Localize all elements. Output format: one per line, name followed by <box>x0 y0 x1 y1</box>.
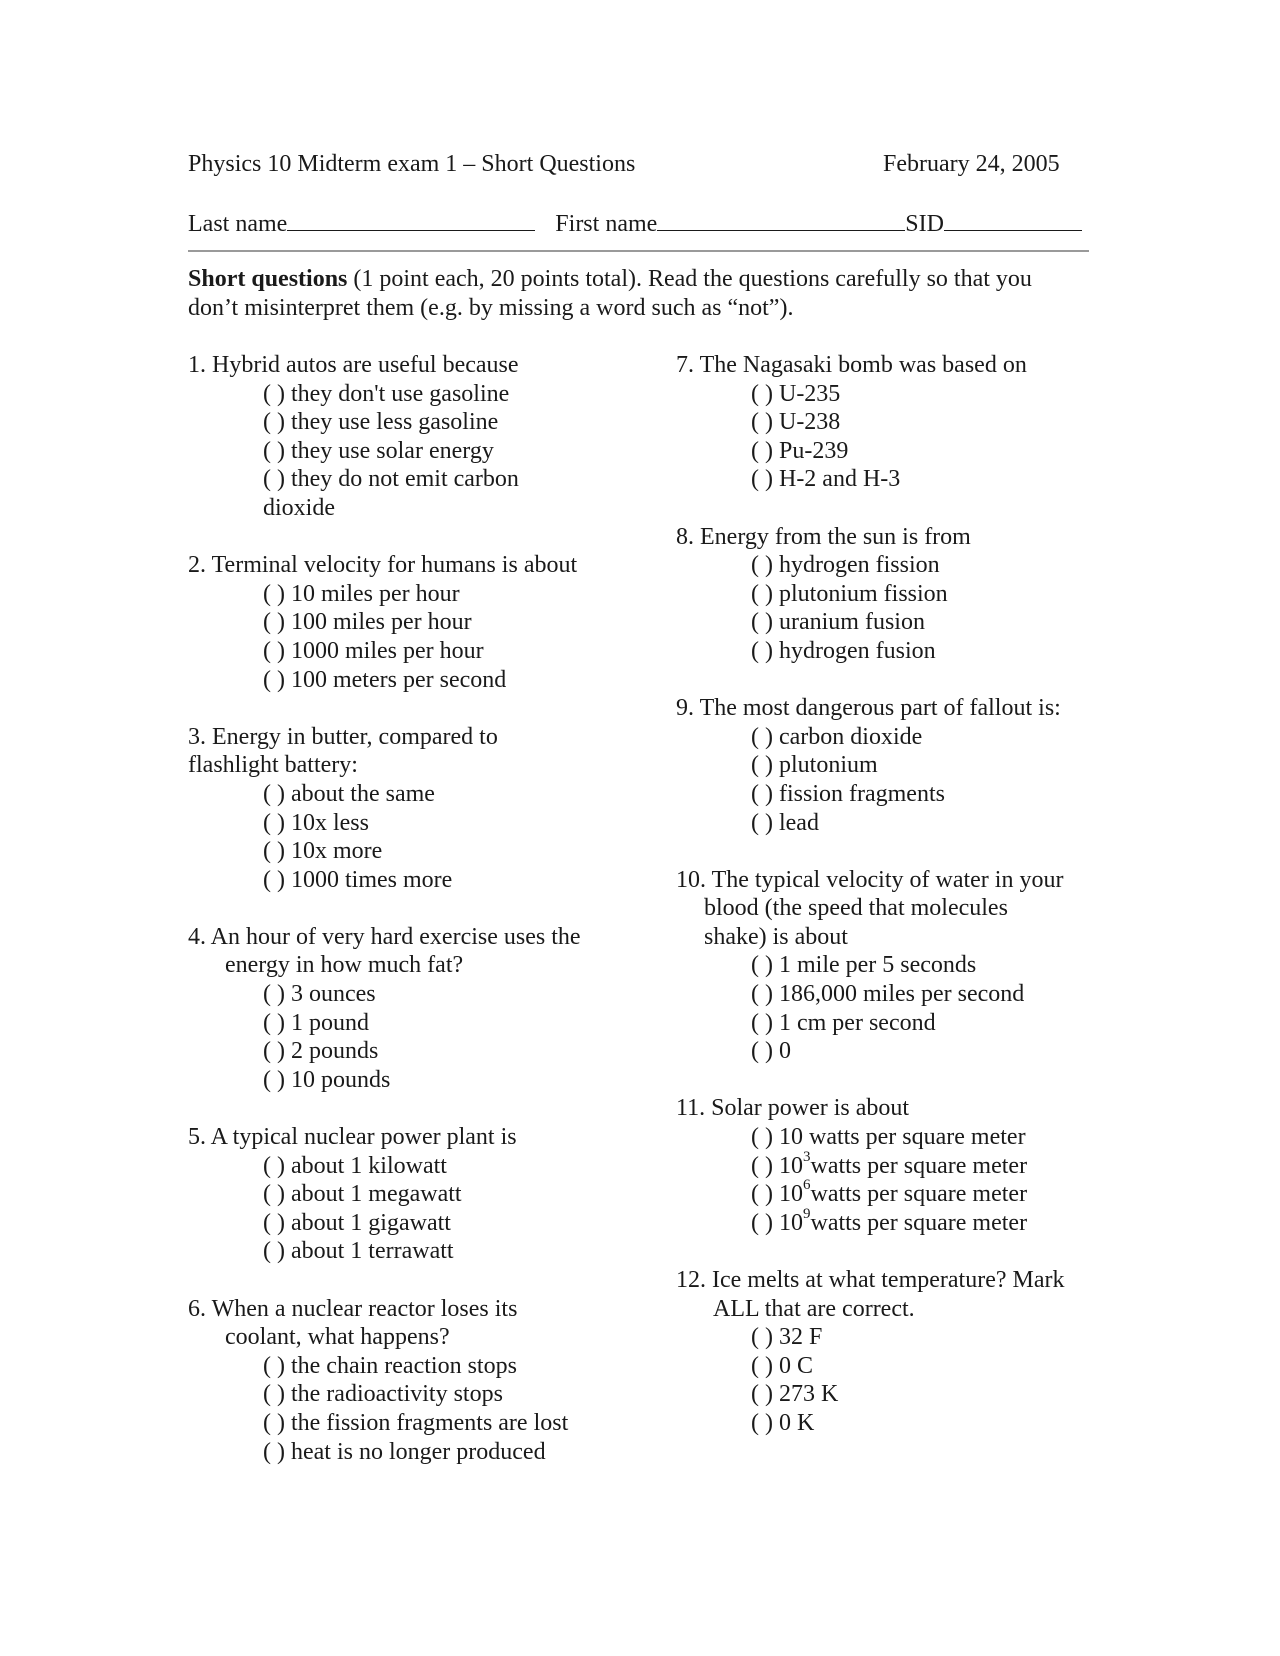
answer-option[interactable]: ( ) 10x less <box>263 809 369 836</box>
question-3 <box>188 723 628 895</box>
last-name-field[interactable] <box>287 208 535 231</box>
question-stem: blood (the speed that molecules <box>704 895 1008 922</box>
answer-option[interactable]: ( ) heat is no longer produced <box>263 1438 546 1465</box>
answer-option[interactable] <box>676 1148 1096 1181</box>
answer-option[interactable]: ( ) 1000 times more <box>263 866 453 893</box>
question-7 <box>676 351 1096 494</box>
option-base: ( ) 10 <box>751 1209 803 1236</box>
question-stem: 10. The typical velocity of water in your <box>676 866 1064 893</box>
left-column <box>188 351 628 1495</box>
answer-option[interactable]: ( ) fission fragments <box>751 780 945 807</box>
question-6 <box>188 1295 628 1467</box>
question-10 <box>676 866 1096 1066</box>
answer-option[interactable]: ( ) uranium fusion <box>751 609 925 636</box>
question-stem: 8. Energy from the sun is from <box>676 523 971 550</box>
option-exponent: 9 <box>802 1205 811 1222</box>
option-unit: watts per square meter <box>810 1209 1028 1236</box>
question-stem: 5. A typical nuclear power plant is <box>188 1124 517 1151</box>
answer-option[interactable]: ( ) 0 K <box>751 1409 815 1436</box>
answer-option[interactable]: ( ) the chain reaction stops <box>263 1352 517 1379</box>
question-stem: coolant, what happens? <box>225 1324 450 1351</box>
question-stem: 12. Ice melts at what temperature? Mark <box>676 1267 1065 1293</box>
answer-option[interactable]: ( ) about 1 kilowatt <box>263 1152 447 1179</box>
sid-label: SID <box>905 211 944 237</box>
header-divider <box>188 250 1089 252</box>
answer-option[interactable]: ( ) the radioactivity stops <box>263 1381 503 1408</box>
sid-field[interactable] <box>944 208 1082 231</box>
answer-option[interactable]: ( ) 100 meters per second <box>263 666 507 693</box>
last-name-label: Last name <box>188 211 288 237</box>
question-stem: shake) is about <box>704 923 848 950</box>
answer-option[interactable]: ( ) they use solar energy <box>263 437 494 464</box>
answer-option[interactable]: ( ) 10x more <box>263 838 383 865</box>
question-4 <box>188 923 628 1095</box>
question-stem: 11. Solar power is about <box>676 1095 910 1122</box>
question-stem: flashlight battery: <box>188 752 358 779</box>
exam-title: Physics 10 Midterm exam 1 – Short Questions <box>188 151 636 177</box>
instructions-lead: Short questions <box>188 266 348 292</box>
question-11 <box>676 1094 1096 1237</box>
question-2 <box>188 551 628 694</box>
answer-option[interactable]: ( ) 0 C <box>751 1352 813 1379</box>
answer-option[interactable]: ( ) 10 miles per hour <box>263 580 460 607</box>
question-8 <box>676 523 1096 666</box>
answer-option[interactable]: ( ) 1000 miles per hour <box>263 637 484 664</box>
option-exponent: 6 <box>802 1177 811 1194</box>
question-stem: 9. The most dangerous part of fallout is: <box>676 695 1061 722</box>
answer-option[interactable]: ( ) 2 pounds <box>263 1038 379 1065</box>
question-5 <box>188 1123 628 1266</box>
question-stem: 2. Terminal velocity for humans is about <box>188 552 578 579</box>
answer-option[interactable] <box>676 1205 1096 1238</box>
first-name-label: First name <box>555 211 658 237</box>
answer-option[interactable]: ( ) plutonium fission <box>751 580 948 607</box>
answer-option[interactable]: ( ) 0 <box>751 1038 791 1065</box>
answer-option[interactable]: ( ) about 1 gigawatt <box>263 1209 451 1236</box>
question-9 <box>676 694 1096 837</box>
question-12 <box>676 1266 1096 1438</box>
answer-option[interactable]: ( ) 3 ounces <box>263 981 376 1008</box>
question-stem: 6. When a nuclear reactor loses its <box>188 1295 518 1322</box>
first-name-field[interactable] <box>657 208 905 231</box>
option-exponent: 3 <box>802 1148 811 1165</box>
exam-date: February 24, 2005 <box>883 151 1060 177</box>
answer-option[interactable]: ( ) U-238 <box>751 409 841 436</box>
answer-option[interactable]: ( ) hydrogen fission <box>751 552 940 579</box>
question-stem: energy in how much fat? <box>225 952 464 979</box>
answer-option[interactable]: ( ) H-2 and H-3 <box>751 466 901 493</box>
question-stem: 3. Energy in butter, compared to <box>188 723 498 750</box>
answer-option[interactable]: ( ) 10 watts per square meter <box>751 1124 1026 1151</box>
answer-option[interactable]: ( ) they do not emit carbon dioxide <box>263 466 519 521</box>
answer-option[interactable]: ( ) carbon dioxide <box>751 723 923 750</box>
option-unit: watts per square meter <box>810 1152 1028 1179</box>
question-stem: 1. Hybrid autos are useful because <box>188 352 519 378</box>
question-stem: ALL that are correct. <box>713 1295 915 1322</box>
answer-option[interactable]: ( ) lead <box>751 809 819 836</box>
answer-option[interactable]: ( ) 1 cm per second <box>751 1009 936 1036</box>
option-unit: watts per square meter <box>810 1181 1028 1208</box>
answer-option[interactable]: ( ) 273 K <box>751 1381 839 1408</box>
answer-option[interactable]: ( ) about 1 megawatt <box>263 1181 462 1208</box>
answer-option[interactable]: ( ) U-235 <box>751 380 841 407</box>
instructions-line-2: don’t misinterpret them (e.g. by missing a word such as “not”). <box>188 294 794 321</box>
answer-option[interactable]: ( ) 186,000 miles per second <box>751 981 1025 1008</box>
answer-option[interactable]: ( ) hydrogen fusion <box>751 637 936 664</box>
answer-option[interactable]: ( ) 1 mile per 5 seconds <box>751 952 977 979</box>
option-base: ( ) 10 <box>751 1181 803 1208</box>
answer-option[interactable]: ( ) 1 pound <box>263 1009 369 1036</box>
answer-option[interactable]: ( ) they use less gasoline <box>263 409 499 436</box>
answer-option[interactable]: ( ) 100 miles per hour <box>263 609 472 636</box>
name-fields-row <box>188 208 1082 239</box>
question-stem: 7. The Nagasaki bomb was based on <box>676 352 1027 378</box>
answer-option[interactable]: ( ) 10 pounds <box>263 1066 391 1093</box>
question-stem: 4. An hour of very hard exercise uses the <box>188 923 581 950</box>
answer-option[interactable]: ( ) 32 F <box>751 1324 823 1351</box>
option-base: ( ) 10 <box>751 1152 803 1179</box>
answer-option[interactable]: ( ) about 1 terrawatt <box>263 1238 454 1265</box>
instructions <box>188 265 1032 322</box>
answer-option[interactable]: ( ) the fission fragments are lost <box>263 1409 569 1436</box>
question-1 <box>188 351 628 523</box>
answer-option[interactable]: ( ) Pu-239 <box>751 437 849 464</box>
right-column <box>676 351 1096 1466</box>
answer-option[interactable]: ( ) they don't use gasoline <box>263 380 510 407</box>
instructions-line-1: (1 point each, 20 points total). Read the questions carefully so that you <box>347 266 1032 292</box>
answer-option[interactable] <box>676 1177 1096 1209</box>
answer-option[interactable]: ( ) plutonium <box>751 752 878 779</box>
answer-option[interactable]: ( ) about the same <box>263 780 435 807</box>
